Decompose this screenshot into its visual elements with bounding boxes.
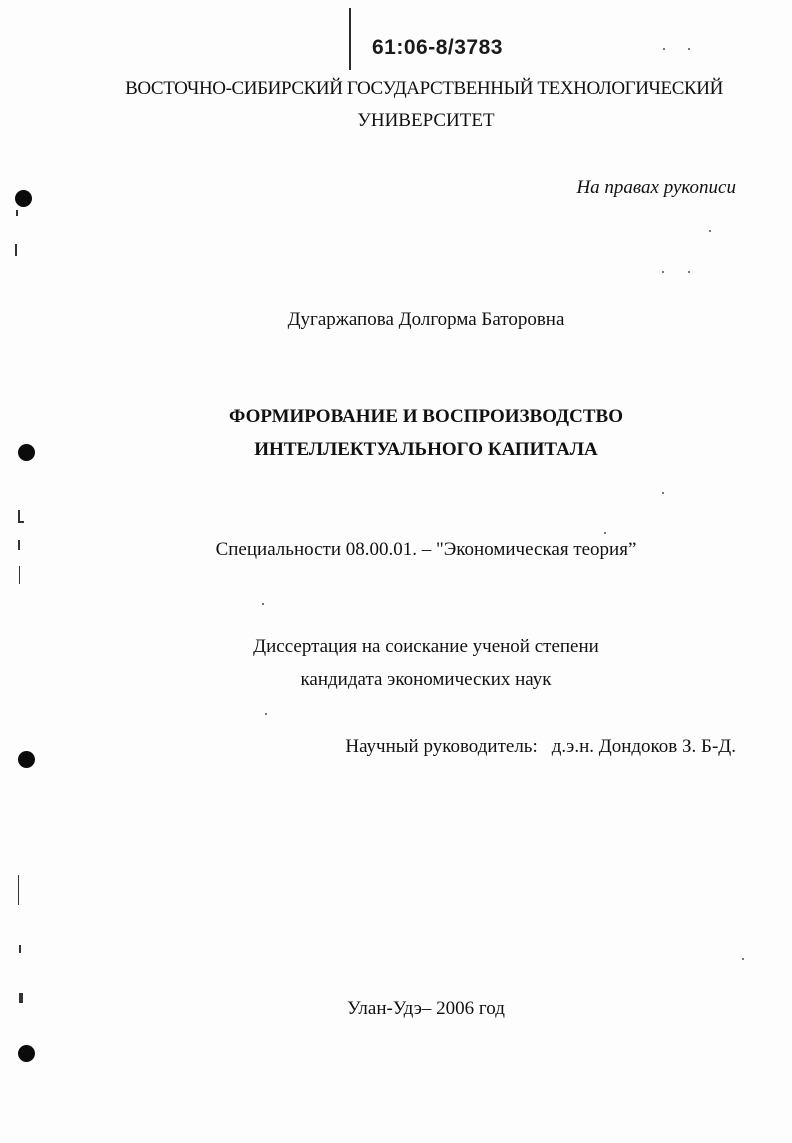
scan-mark — [16, 210, 18, 216]
stamp-divider-line — [349, 8, 351, 70]
binding-hole-3 — [18, 751, 35, 768]
specialty-line: Специальности 08.00.01. – "Экономическая теория” — [215, 539, 637, 560]
manuscript-rights-note: На правах рукописи — [576, 177, 736, 198]
scan-mark — [18, 875, 19, 905]
scan-speck — [265, 713, 267, 715]
supervisor-name: д.э.н. Дондоков З. Б-Д. — [551, 736, 736, 757]
city-year: Улан-Удэ– 2006 год — [347, 998, 505, 1019]
scan-speck — [662, 492, 664, 494]
degree-line1: Диссертация на соискание ученой степени — [253, 636, 599, 657]
degree-line2: кандидата экономических наук — [300, 669, 552, 690]
scan-speck — [604, 532, 606, 534]
scan-mark — [19, 993, 23, 1003]
scan-speck — [709, 230, 711, 232]
scan-speck — [663, 48, 665, 50]
scan-mark — [19, 945, 21, 953]
scan-mark — [18, 521, 24, 523]
university-name-line1: ВОСТОЧНО-СИБИРСКИЙ ГОСУДАРСТВЕННЫЙ ТЕХНОЛОГИЧЕСКИЙ — [125, 78, 723, 99]
university-name-line2: УНИВЕРСИТЕТ — [357, 110, 495, 131]
dissertation-title-line2: ИНТЕЛЛЕКТУАЛЬНОГО КАПИТАЛА — [254, 439, 598, 460]
scan-mark — [15, 244, 17, 256]
author-name: Дугаржапова Долгорма Баторовна — [287, 309, 565, 330]
scan-mark — [18, 540, 20, 550]
scan-speck — [662, 271, 664, 273]
binding-hole-4 — [18, 1045, 35, 1062]
dissertation-title-line1: ФОРМИРОВАНИЕ И ВОСПРОИЗВОДСТВО — [229, 406, 623, 427]
scan-speck — [688, 271, 690, 273]
archive-code: 61:06-8/3783 — [372, 36, 503, 59]
binding-hole-1 — [15, 190, 32, 207]
supervisor-label: Научный руководитель: — [345, 736, 538, 757]
supervisor-line — [345, 736, 736, 758]
scan-speck — [262, 603, 264, 605]
binding-hole-2 — [18, 444, 35, 461]
scan-speck — [688, 48, 690, 50]
scan-mark — [19, 566, 20, 584]
scan-speck — [742, 958, 744, 960]
